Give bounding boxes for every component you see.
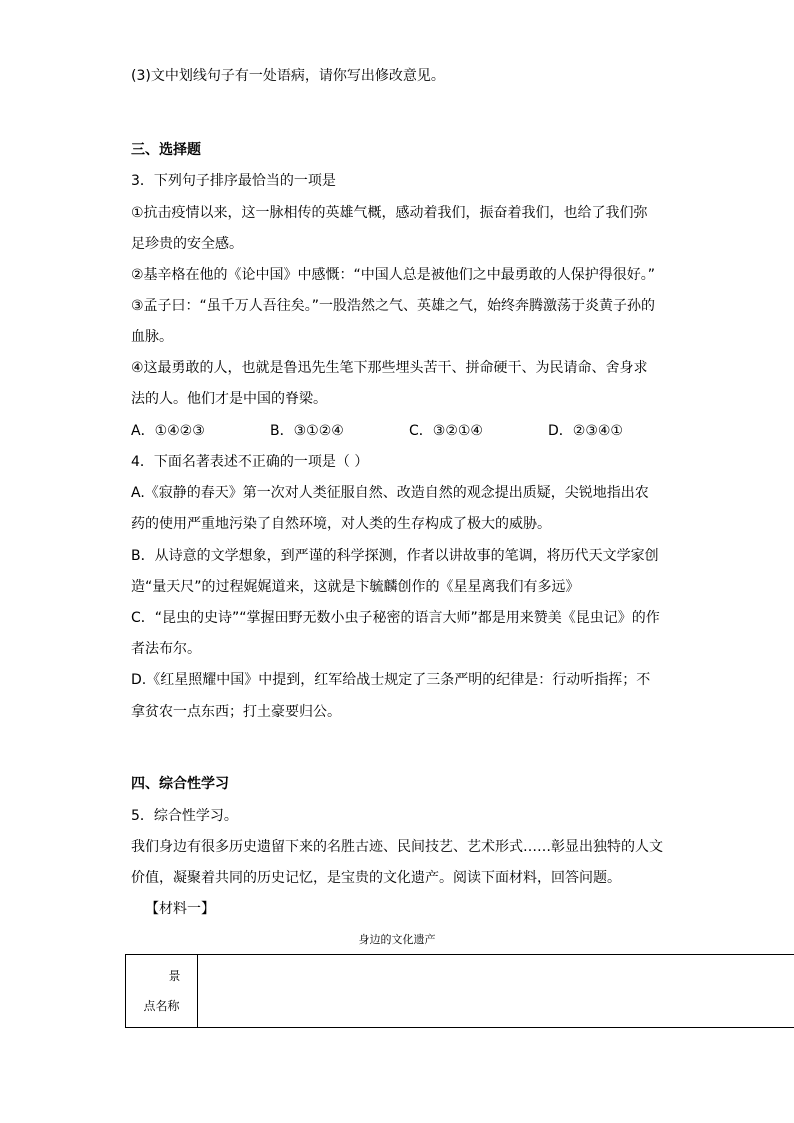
option-b[interactable]: B．③①②④ [270,423,344,439]
option-a-line-2: 药的使用严重地污染了自然环境，对人类的生存构成了极大的威胁。 [131,516,551,532]
sentence-1-line-1: ①抗击疫情以来，这一脉相传的英雄气概，感动着我们，振奋着我们，也给了我们弥 [131,205,648,221]
option-d[interactable]: D．②③④① [548,423,623,439]
sentence-4-line-1: ④这最勇敢的人，也就是鲁迅先生笔下那些埋头苦干、拼命硬干、为民请命、舍身求 [131,360,648,376]
table-label-line-1: 景 [168,969,181,983]
question-4-stem: 4．下面名著表述不正确的一项是（ ） [131,454,369,470]
option-b-line-1: B．从诗意的文学想象，到严谨的科学探测，作者以讲故事的笔调，将历代天文学家创 [131,548,659,564]
table-label-cell [126,955,198,1028]
table-row [126,955,794,1028]
heritage-table [125,954,794,1028]
intro-line-1: 我们身边有很多历史遗留下来的名胜古迹、民间技艺、艺术形式……彰显出独特的人文 [131,839,663,855]
question-2-part-3: (3)文中划线句子有一处语病，请你写出修改意见。 [131,68,445,84]
section-4-heading: 四、综合性学习 [131,776,229,792]
table-value-cell[interactable] [198,955,794,1028]
option-d-line-2: 拿贫农一点东西；打土豪要归公。 [131,704,341,720]
material-label: 【材料一】 [145,901,215,917]
option-c[interactable]: C．③②①④ [409,423,483,439]
sentence-2: ②基辛格在他的《论中国》中感慨：“中国人总是被他们之中最勇敢的人保护得很好。” [131,267,656,283]
option-a[interactable]: A．①④②③ [131,423,205,439]
question-3-stem: 3．下列句子排序最恰当的一项是 [131,173,336,189]
option-c-line-2: 者法布尔。 [131,641,201,657]
intro-line-2: 价值，凝聚着共同的历史记忆，是宝贵的文化遗产。阅读下面材料，回答问题。 [131,870,621,886]
option-a-line-1: A.《寂静的春天》第一次对人类征服自然、改造自然的观念提出质疑，尖锐地指出农 [131,485,649,501]
question-5-stem: 5．综合性学习。 [131,808,238,824]
table-label-line-2: 点名称 [143,999,180,1013]
sentence-1-line-2: 足珍贵的安全感。 [131,236,243,252]
option-d-line-1: D.《红星照耀中国》中提到，红军给战士规定了三条严明的纪律是：行动听指挥；不 [131,672,651,688]
sentence-3-line-1: ③孟子曰：“虽千万人吾往矣。”一股浩然之气、英雄之气，始终奔腾激荡于炎黄子孙的 [131,298,656,314]
option-b-line-2: 造“量天尺”的过程娓娓道来，这就是卞毓麟创作的《星星离我们有多远》 [131,579,580,595]
sentence-3-line-2: 血脉。 [131,329,173,345]
sentence-4-line-2: 法的人。他们才是中国的脊梁。 [131,391,327,407]
table-caption: 身边的文化遗产 [358,933,436,946]
option-c-line-1: C．“昆虫的史诗”“掌握田野无数小虫子秘密的语言大师”都是用来赞美《昆虫记》的作 [131,610,660,626]
section-3-heading: 三、选择题 [131,142,201,158]
